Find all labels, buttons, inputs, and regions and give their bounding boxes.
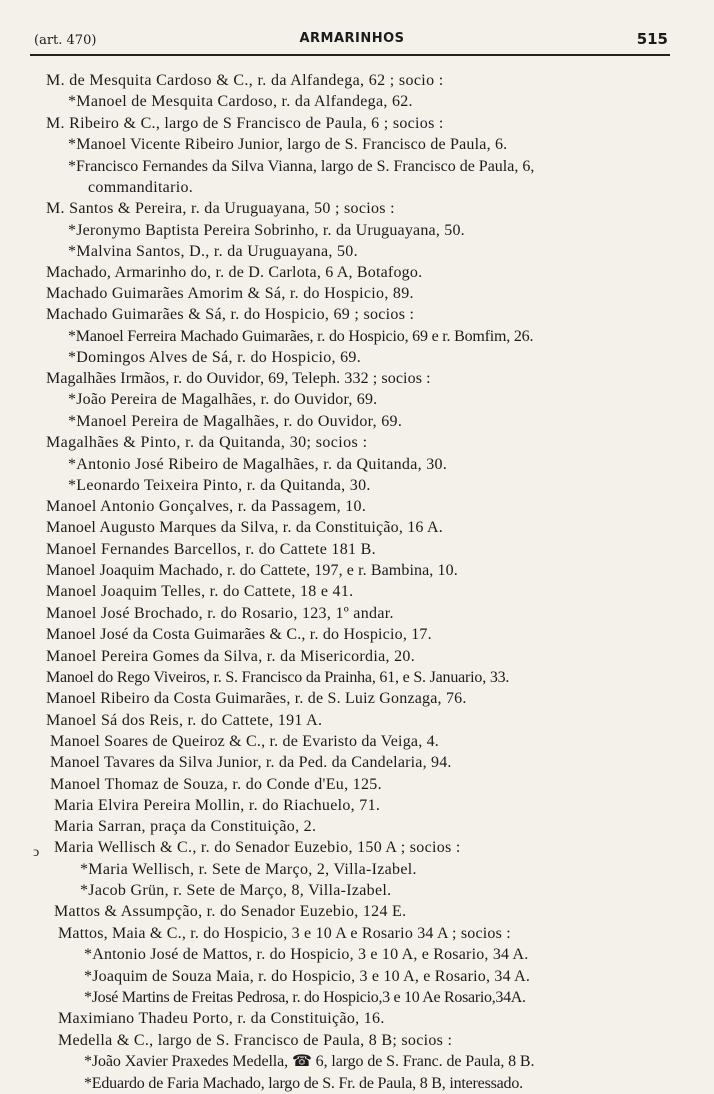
list-item: Machado Guimarães & Sá, r. do Hospicio, 69 ; socios : bbox=[46, 306, 415, 323]
list-item: *Manoel de Mesquita Cardoso, r. da Alfandega, 62. bbox=[68, 93, 413, 110]
list-item: Machado Guimarães Amorim & Sá, r. do Hospicio, 89. bbox=[46, 285, 414, 302]
list-item: *Eduardo de Faria Machado, largo de S. Fr. de Paula, 8 B, interessado. bbox=[84, 1075, 523, 1092]
page-number: 515 bbox=[636, 30, 668, 48]
list-item: M. Ribeiro & C., largo de S Francisco de Paula, 6 ; socios : bbox=[46, 115, 444, 132]
header-rule bbox=[30, 54, 670, 56]
list-item: Maria Wellisch & C., r. do Senador Euzebio, 150 A ; socios : bbox=[54, 839, 461, 856]
list-item: Manoel Sá dos Reis, r. do Cattete, 191 A. bbox=[46, 712, 323, 729]
list-item: Manoel Soares de Queiroz & C., r. de Evaristo da Veiga, 4. bbox=[50, 733, 439, 750]
list-item: Medella & C., largo de S. Francisco de Paula, 8 B; socios : bbox=[58, 1032, 453, 1049]
list-item: Manoel Tavares da Silva Junior, r. da Ped. da Candelaria, 94. bbox=[50, 754, 452, 771]
list-item: Magalhães Irmãos, r. do Ouvidor, 69, Teleph. 332 ; socios : bbox=[46, 370, 431, 387]
list-item: Manoel Fernandes Barcellos, r. do Cattete 181 B. bbox=[46, 541, 376, 558]
list-item: *João Xavier Praxedes Medella, ☎ 6, largo de S. Franc. de Paula, 8 B. bbox=[84, 1053, 535, 1070]
list-item: Manoel Joaquim Telles, r. do Cattete, 18 e 41. bbox=[46, 583, 354, 600]
margin-mark: ↄ bbox=[33, 845, 40, 860]
list-item: Manoel Augusto Marques da Silva, r. da Constituição, 16 A. bbox=[46, 519, 443, 536]
article-reference: (art. 470) bbox=[34, 33, 97, 48]
list-item: M. Santos & Pereira, r. da Uruguayana, 50 ; socios : bbox=[46, 200, 395, 217]
list-item: Manoel José Brochado, r. do Rosario, 123, 1º andar. bbox=[46, 605, 394, 622]
list-item: M. de Mesquita Cardoso & C., r. da Alfandega, 62 ; socio : bbox=[46, 72, 444, 89]
list-item: *Joaquim de Souza Maia, r. do Hospicio, 3 e 10 A, e Rosario, 34 A. bbox=[84, 968, 531, 985]
list-item: *José Martins de Freitas Pedrosa, r. do Hospicio,3 e 10 Ae Rosario,34A. bbox=[84, 989, 526, 1006]
list-item: *Manoel Ferreira Machado Guimarães, r. do Hospicio, 69 e r. Bomfim, 26. bbox=[68, 328, 534, 345]
section-title: ARMARINHOS bbox=[299, 31, 405, 46]
list-item: *Antonio José de Mattos, r. do Hospicio, 3 e 10 A, e Rosario, 34 A. bbox=[84, 946, 529, 963]
list-item: Mattos & Assumpção, r. do Senador Euzebio, 124 E. bbox=[54, 903, 407, 920]
list-item: commanditario. bbox=[88, 179, 194, 196]
list-item: *Domingos Alves de Sá, r. do Hospicio, 69. bbox=[68, 349, 362, 366]
list-item: Manoel Thomaz de Souza, r. do Conde d'Eu, 125. bbox=[50, 776, 382, 793]
list-item: *Antonio José Ribeiro de Magalhães, r. da Quitanda, 30. bbox=[68, 456, 448, 473]
list-item: *Manoel Vicente Ribeiro Junior, largo de S. Francisco de Paula, 6. bbox=[68, 136, 508, 153]
page-header bbox=[34, 28, 670, 54]
list-item: Manoel José da Costa Guimarães & C., r. do Hospicio, 17. bbox=[46, 626, 432, 643]
list-item: *Jeronymo Baptista Pereira Sobrinho, r. da Uruguayana, 50. bbox=[68, 222, 465, 239]
list-item: Maria Elvira Pereira Mollin, r. do Riachuelo, 71. bbox=[54, 797, 381, 814]
list-item: *Manoel Pereira de Magalhães, r. do Ouvidor, 69. bbox=[68, 413, 403, 430]
list-item: *João Pereira de Magalhães, r. do Ouvidor, 69. bbox=[68, 391, 378, 408]
list-item: *Francisco Fernandes da Silva Vianna, largo de S. Francisco de Paula, 6, bbox=[68, 158, 535, 175]
list-item: Manoel Antonio Gonçalves, r. da Passagem, 10. bbox=[46, 498, 367, 515]
list-item: Maria Sarran, praça da Constituição, 2. bbox=[54, 818, 317, 835]
list-item: Manoel do Rego Viveiros, r. S. Francisco da Prainha, 61, e S. Januario, 33. bbox=[46, 669, 510, 686]
list-item: *Malvina Santos, D., r. da Uruguayana, 50. bbox=[68, 243, 358, 260]
list-item: Machado, Armarinho do, r. de D. Carlota, 6 A, Botafogo. bbox=[46, 264, 423, 281]
list-item: Manoel Pereira Gomes da Silva, r. da Misericordia, 20. bbox=[46, 648, 415, 665]
list-item: Manoel Joaquim Machado, r. do Cattete, 197, e r. Bambina, 10. bbox=[46, 562, 458, 579]
list-item: *Maria Wellisch, r. Sete de Março, 2, Villa-Izabel. bbox=[80, 861, 417, 878]
list-item: Maximiano Thadeu Porto, r. da Constituição, 16. bbox=[58, 1010, 385, 1027]
list-item: *Leonardo Teixeira Pinto, r. da Quitanda, 30. bbox=[68, 477, 371, 494]
list-item: Mattos, Maia & C., r. do Hospicio, 3 e 10 A e Rosario 34 A ; socios : bbox=[58, 925, 511, 942]
list-item: Manoel Ribeiro da Costa Guimarães, r. de S. Luiz Gonzaga, 76. bbox=[46, 690, 467, 707]
list-item: *Jacob Grün, r. Sete de Março, 8, Villa-Izabel. bbox=[80, 882, 392, 899]
list-item: Magalhães & Pinto, r. da Quitanda, 30; socios : bbox=[46, 434, 368, 451]
